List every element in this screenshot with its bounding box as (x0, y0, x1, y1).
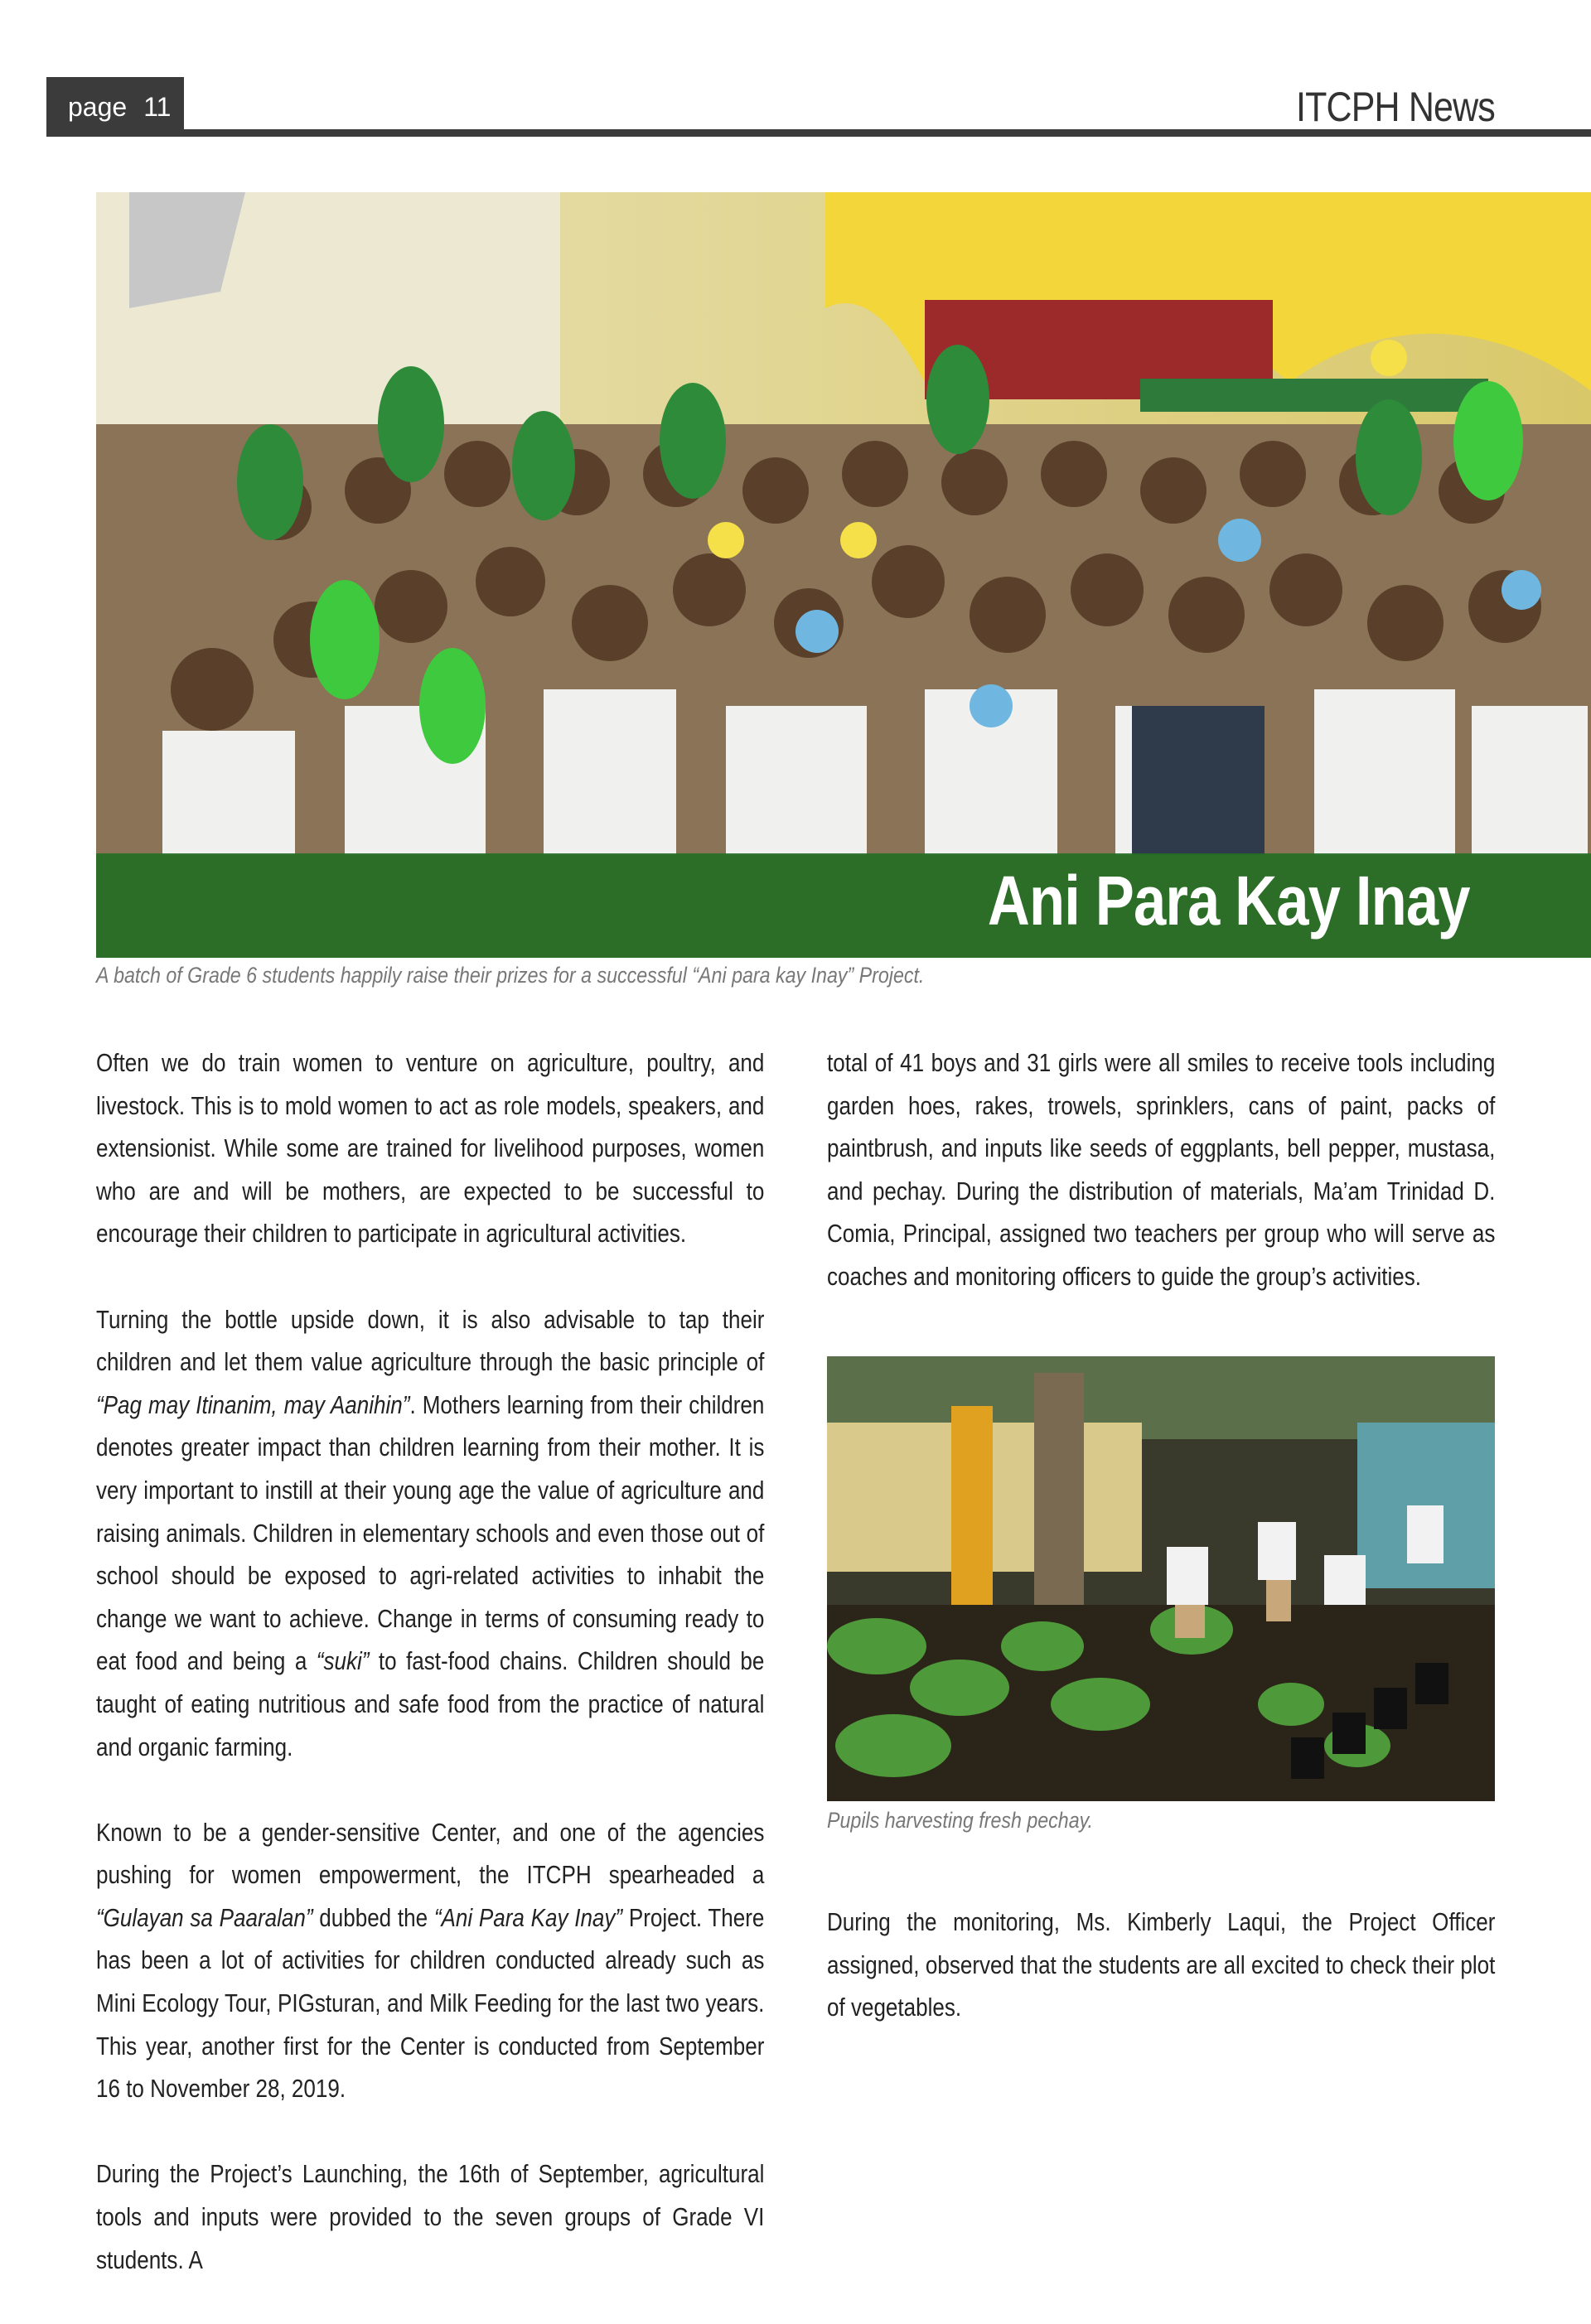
hero-photo-illustration (96, 192, 1591, 958)
hero-photo (96, 192, 1591, 958)
publication-title: ITCPH News (1296, 84, 1495, 130)
page-number: 11 (143, 91, 172, 122)
article-title: Ani Para Kay Inay (988, 862, 1470, 940)
page-label: page (68, 91, 128, 122)
paragraph: During the monitoring, Ms. Kimberly Laqui, the Project Officer assigned, observed that the students are all excited to check their plot of vegetables. (827, 1907, 1496, 2022)
paragraph: total of 41 boys and 31 girls were all smiles to receive tools including garden hoes, rakes, trowels, sprinklers, cans of paint, packs of paintbrush, and inputs like seeds of eggplants, bell pepper, mustasa, and pechay. During the distribution of materials, Ma’am Trinidad D. Comia, Principal, assigned two teachers per group who will serve as coaches and monitoring officers to guide the group’s activities. (827, 1048, 1496, 1291)
page-number-tab (46, 77, 184, 137)
paragraph: During the Project’s Launching, the 16th of September, agricultural tools and inputs were provided to the seven groups of Grade VI students. A (96, 2159, 765, 2274)
article-right-column-continued (827, 1901, 1495, 2071)
garden-photo-caption: Pupils harvesting fresh pechay. (827, 1808, 1093, 1833)
paragraph: Known to be a gender-sensitive Center, and one of the agencies pushing for women empowerment, the ITCPH spearheaded a “Gulayan sa Paaralan” dubbed the “Ani Para Kay Inay” Project. There has been a lot of activities for children conducted already such as Mini Ecology Tour, PIGsturan, and Milk Feeding for the last two years. This year, another first for the Center is conducted from September 16 to November 28, 2019. (96, 1817, 765, 2104)
article-right-column (827, 1041, 1495, 1341)
garden-photo (827, 1356, 1495, 1801)
garden-photo-illustration (827, 1356, 1495, 1801)
paragraph: Often we do train women to venture on agriculture, poultry, and livestock. This is to mold women to act as role models, speakers, and extensionist. While some are trained for livelihood purposes, women who are and will be mothers, are expected to be successful to encourage their children to participate in agricultural activities. (96, 1048, 765, 1249)
paragraph: Turning the bottle upside down, it is also advisable to tap their children and let them value agriculture through the basic principle of “Pag may Itinanim, may Aanihin”. Mothers learning from their children denotes greater impact than children learning from their mother. It is very important to instill at their young age the value of agriculture and raising animals. Children in elementary schools and even those out of school should be exposed to agri-related activities to inhabit the change we want to achieve. Change in terms of consuming ready to eat food and being a “suki” to fast-food chains. Children should be taught of eating nutritious and safe food from the practice of natural and organic farming. (96, 1304, 765, 1761)
article-left-column (96, 1041, 764, 2324)
hero-caption: A batch of Grade 6 students happily raise their prizes for a successful “Ani para kay Inay” Project. (96, 963, 925, 988)
